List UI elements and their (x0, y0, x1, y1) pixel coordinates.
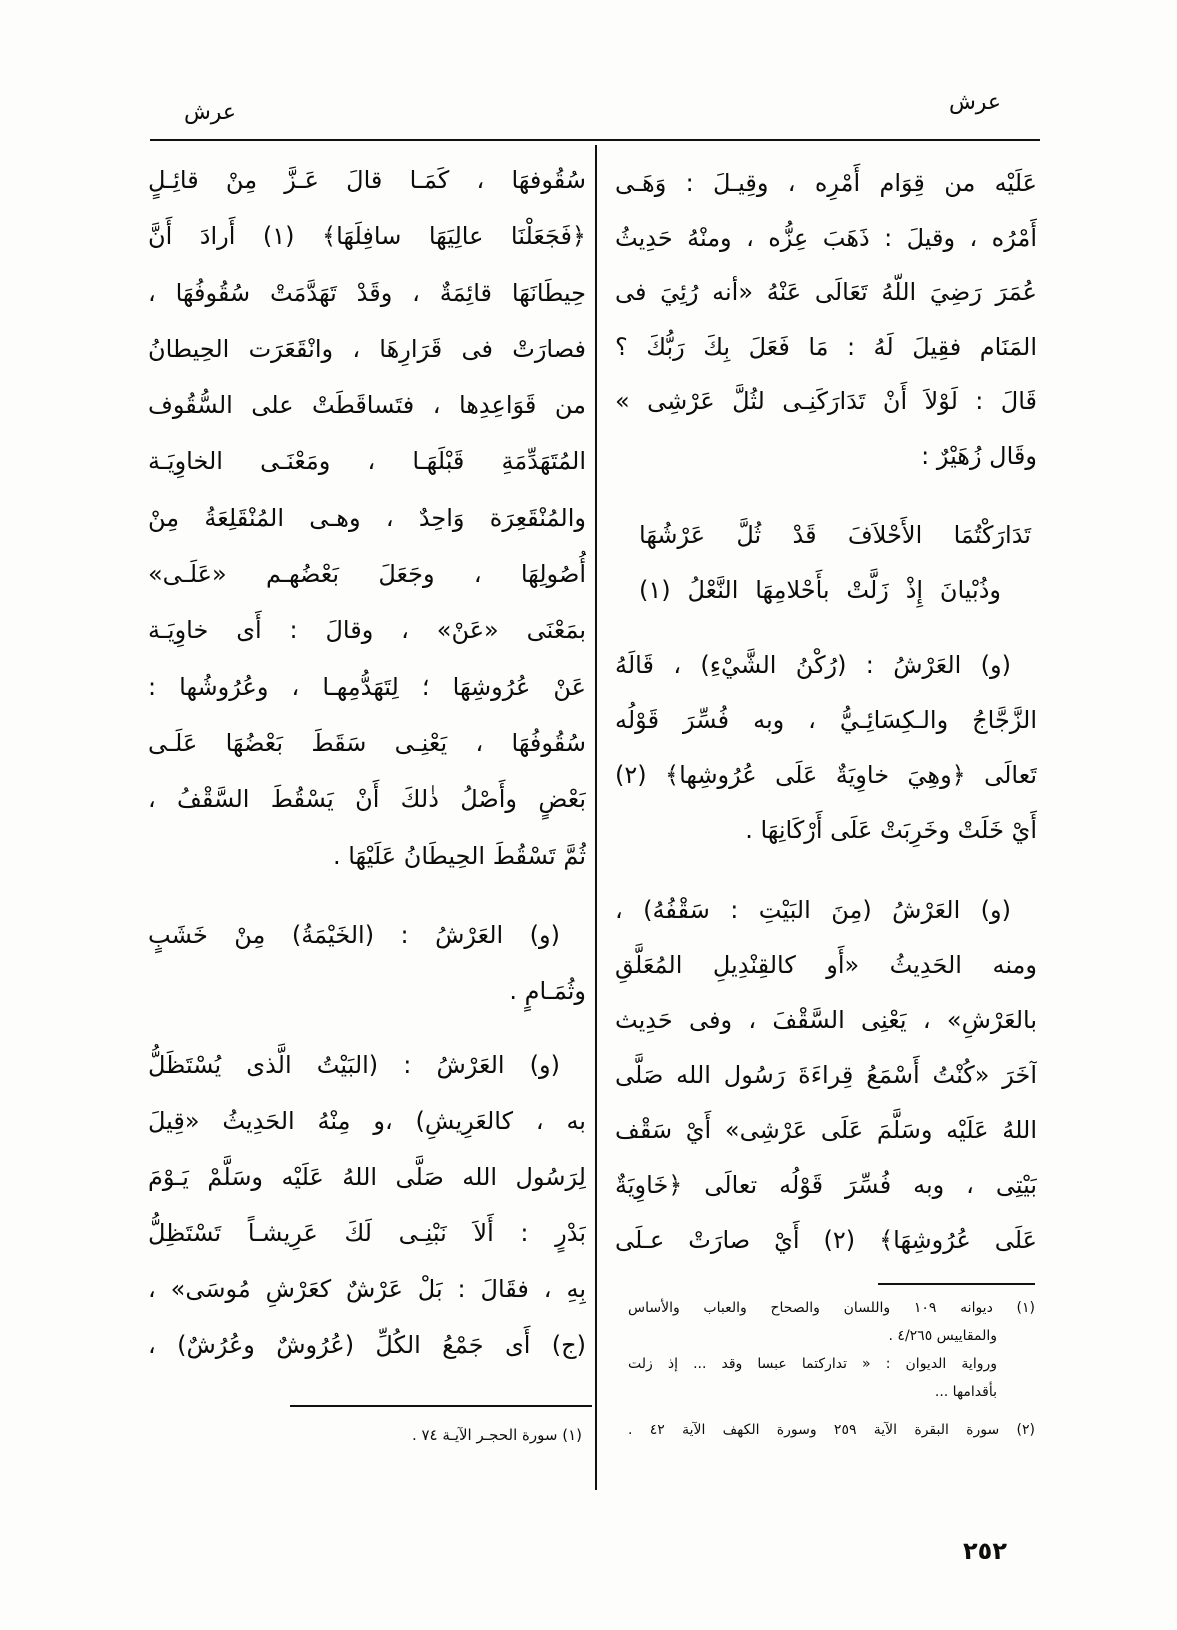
text-line: أَيْ خَلَتْ وخَرِبَتْ عَلَى أَرْكَانِهَا . (745, 816, 1037, 844)
text-line: عَلَيْه من قِوَام أَمْرِه ، وقِيـلَ : وَهَـى (615, 169, 1037, 197)
text-line: بَدْرٍ : أَلاَ نَبْنِـى لَكَ عَرِيشـاً تَسْتَظِلُّ (148, 1219, 586, 1247)
footnote-line: والمقاييس ٤/٢٦٥ . (888, 1328, 997, 1344)
paragraph (615, 156, 1037, 483)
text-line: عُمَرَ رَضِيَ اللّهُ تَعَالَى عَنْهُ «أنه رُئِيَ فى (615, 278, 1037, 306)
text-line: عَلَى عُرُوشِهَا﴾ (٢) أَيْ صارَتْ عـلَى (615, 1226, 1037, 1254)
text-line: وثُمَـامٍ . (509, 977, 586, 1005)
text-line: ﴿فَجَعَلْنَا عالِيَهَا سافِلَهَا﴾ (١) أَرادَ أَنَّ (148, 222, 586, 251)
footnote-line: (١) ديوانه ١٠٩ واللسان والصحاح والعباب والأساس (628, 1300, 1035, 1316)
text-line: عَنْ عُرُوشِهَا ؛ لِتَهَدُّمِهـا ، وعُرُوشُها : (148, 672, 586, 701)
text-line: المُتَهَدِّمَةِ قَبْلَهَـا ، ومَعْنَـى الخاوِيَـة (148, 447, 586, 476)
text-line: سُقُوفُهَا ، يَعْنِـى سَقَطَ بَعْضُهَا عَلَـى (148, 728, 586, 757)
footnote-line: ورواية الديوان : « تداركتما عبسا وقد ... إذ زلت (628, 1356, 997, 1372)
verse-hemistich: تَدَارَكْتُمَا الأَحْلاَفَ قَدْ ثُلَّ عَرْشُهَا (639, 521, 1031, 549)
text-line: المَنَام فقِيلَ لَهُ : مَا فَعَلَ بِكَ رَبُّكَ ؟ (615, 332, 1037, 361)
text-line: تَعالَى ﴿وهِيَ خاوِيَةٌ عَلَى عُرُوشِها﴾ (٢) (615, 761, 1037, 789)
footnote-line: (٢) سورة البقرة الآية ٢٥٩ وسورة الكهف الآية ٤٢ . (628, 1422, 1035, 1438)
text-line: لِرَسُول الله صَلَّى اللهُ عَلَيْه وسَلَّمْ يَـوْمَ (148, 1163, 586, 1191)
text-line: ومنه الحَدِيثُ «أَو كالقِنْدِيلِ المُعَلَّقِ (615, 951, 1037, 979)
text-line: به ، كالعَرِيشِ) ،و مِنْهُ الحَدِيثُ «قِيلَ (148, 1107, 586, 1135)
paragraph (148, 1037, 586, 1373)
footnotes (628, 1294, 1035, 1444)
text-line: وقَال زُهَيْرٌ : (921, 441, 1037, 470)
text-line: حِيطَانَهَا قائِمَةٌ ، وقَدْ تَهَدَّمَتْ سُقُوفُهَا ، (148, 278, 586, 307)
text-line: (و) العَرْشُ (مِنَ البَيْتِ : سَقْفُهُ) ، (615, 896, 1011, 924)
text-line: أُصُولِهَا ، وجَعَلَ بَعْضُهـم «عَلَـى» (148, 560, 586, 589)
running-header-left: عرش (183, 100, 237, 125)
footnote-rule (878, 1283, 1035, 1285)
running-header-right: عرش (948, 90, 1002, 115)
paragraph (148, 907, 586, 1019)
text-line: بِهِ ، فقَالَ : بَلْ عَرْشٌ كعَرْشِ مُوسَى» ، (148, 1275, 586, 1303)
text-line: الزَّجَّاجُ والـكِسَائِـيُّ ، وبه فُسِّرَ قَوْلُه (615, 706, 1037, 734)
text-line: بمَعْنَى «عَنْ» ، وقالَ : أَى خاوِيَـة (148, 616, 586, 645)
text-line: آخَرَ «كُنْتُ أَسْمَعُ قِراءَةَ رَسُول الله صَلَّى (615, 1061, 1037, 1089)
footnote-line: (١) سورة الحجـر الآيـة ٧٤ . (411, 1426, 582, 1444)
paragraph (615, 638, 1037, 858)
text-line: (و) العَرْشُ : (الخَيْمَةُ) مِنْ خَشَبٍ (148, 921, 560, 949)
text-line: والمُنْقَعِرَة وَاحِدٌ ، وهـى المُنْقَلِعَةُ مِنْ (148, 503, 586, 532)
footnote-line: بأقدامها ... (934, 1384, 997, 1400)
footnotes (290, 1421, 582, 1449)
text-line: بَعْضٍ وأَصْلُ ذٰلكَ أَنْ يَسْقُطَ السَّقْفُ ، (148, 785, 586, 814)
verse-hemistich: وذُبْيانَ إِذْ زَلَّتْ بأَحْلامِهَا النَّعْلُ (١) (639, 576, 1001, 604)
text-line: بالعَرْشِ» ، يَعْنِى السَّقْفَ ، وفى حَدِيث (615, 1006, 1037, 1034)
text-line: بَيْتِى ، وبه فُسِّرَ قَوْلُه تعالَى ﴿خَاوِيَةٌ (615, 1171, 1037, 1199)
footnote-rule (290, 1405, 592, 1407)
header-rule (150, 139, 1040, 141)
paragraph (148, 152, 586, 884)
text-line: اللهُ عَلَيْه وسَلَّمَ عَلَى عَرْشِى» أَيْ سَقْف (615, 1116, 1037, 1144)
text-line: قَالَ : لَوْلاَ أَنْ تَدَارَكَنِـى لثُلَّ عَرْشِى » (615, 387, 1037, 415)
text-line: (و) العَرْشُ : (البَيْتُ الَّذى يُسْتَظَلُّ (148, 1051, 560, 1079)
poetry-verse (615, 508, 1037, 618)
text-line: (ج) أَى جَمْعُ الكُلِّ (عُرُوشٌ وعُرُشٌ) ، (148, 1331, 586, 1359)
text-line: ثُمَّ تَسْقُطَ الحِيطَانُ عَلَيْهَا . (332, 841, 586, 870)
page-number: ٢٥٢ (963, 1537, 1007, 1565)
column-divider (595, 145, 597, 1490)
text-line: فصارَتْ فى قَرَارِهَا ، وانْقَعَرَت الحِيطانُ (148, 334, 586, 363)
text-line: من قَوَاعِدِها ، فتَساقَطَتْ على السُّقُوف (148, 391, 586, 420)
text-line: سُقُوفهَا ، كَمَـا قالَ عَـزَّ مِنْ قائِـلٍ (148, 166, 586, 194)
text-line: (و) العَرْشُ : (رُكْنُ الشَّيْءِ) ، قَالَهُ (615, 651, 1011, 679)
text-line: أَمْرُه ، وقيلَ : ذَهَبَ عِزُّه ، ومنْهُ حَدِيثُ (615, 223, 1037, 252)
paragraph (615, 883, 1037, 1268)
